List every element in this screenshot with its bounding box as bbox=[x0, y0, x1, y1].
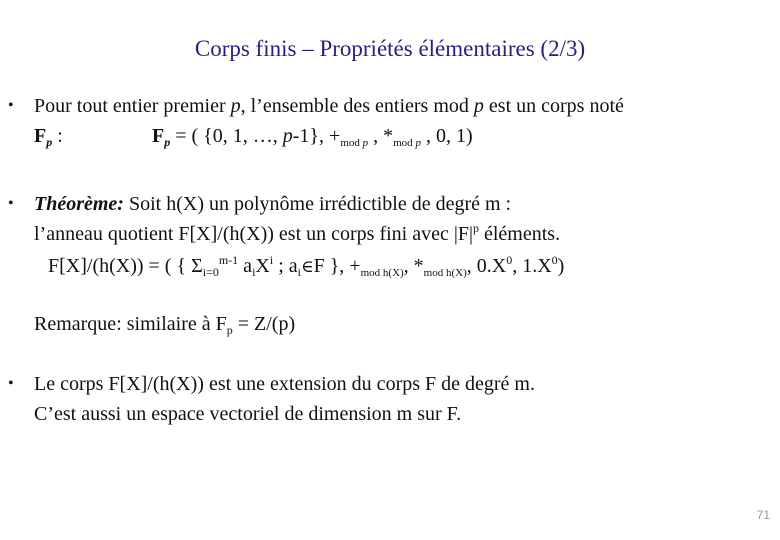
subscript: i=0 bbox=[202, 265, 219, 279]
text-run: , l’ensemble des entiers mod bbox=[240, 95, 474, 117]
theorem-heading: Théorème: bbox=[34, 193, 124, 215]
bullet-3-glyph: • bbox=[8, 375, 14, 392]
text-run: ; a bbox=[273, 255, 298, 277]
bullet-1-line-2-formula bbox=[152, 124, 473, 148]
text-run: Remarque: similaire à F bbox=[34, 313, 227, 335]
slide-title: Corps finis – Propriétés élémentaires (2/3) bbox=[194, 36, 586, 61]
bullet-3-line-1: Le corps F[X]/(h(X)) est une extension du corps F de degré m. bbox=[34, 373, 535, 395]
page-number: 71 bbox=[756, 508, 770, 522]
superscript: m-1 bbox=[218, 253, 239, 267]
field-subscript: p bbox=[46, 135, 53, 149]
field-symbol: F bbox=[152, 125, 165, 147]
text-run: est un corps noté bbox=[483, 95, 624, 117]
text-run: , * bbox=[368, 125, 394, 147]
var-p: p bbox=[282, 125, 293, 147]
bullet-2-line-2 bbox=[34, 222, 560, 246]
text-run: l’anneau quotient F[X]/(h(X)) est un corps fini avec |F| bbox=[34, 223, 473, 245]
text-run: = Z/(p) bbox=[232, 313, 296, 335]
superscript: 0 bbox=[506, 253, 513, 267]
mod-label: mod bbox=[340, 137, 363, 149]
text-run: F }, + bbox=[313, 255, 361, 277]
superscript: 0 bbox=[551, 253, 558, 267]
bullet-1-line-1 bbox=[34, 94, 624, 118]
field-subscript: p bbox=[164, 135, 171, 149]
text-run: , 0, 1) bbox=[420, 125, 473, 147]
text-run: F[X]/(h(X)) = ( { Σ bbox=[48, 255, 203, 277]
bullet-3-line-2: C’est aussi un espace vectoriel de dimension m sur F. bbox=[34, 403, 462, 425]
var-p: p bbox=[362, 137, 369, 149]
mod-label: mod h(X) bbox=[360, 267, 404, 279]
subscript: i bbox=[297, 265, 301, 279]
text-run: Soit h(X) un polynôme irrédictible de degré m : bbox=[123, 193, 512, 215]
superscript: p bbox=[473, 221, 479, 235]
text-run: ) bbox=[557, 255, 565, 277]
element-of-symbol: ∈ bbox=[300, 257, 314, 277]
mod-label: mod h(X) bbox=[423, 267, 467, 279]
subscript: p bbox=[226, 323, 233, 337]
var-p: p bbox=[415, 137, 421, 149]
field-symbol: F bbox=[34, 125, 47, 147]
text-run: , * bbox=[403, 255, 424, 277]
text-run: a bbox=[238, 255, 253, 277]
var-p: p bbox=[473, 95, 484, 117]
text-run: -1}, + bbox=[292, 125, 341, 147]
remark bbox=[34, 312, 295, 336]
text-run: X bbox=[255, 255, 270, 277]
bullet-2-line-1 bbox=[34, 192, 511, 216]
bullet-2-formula bbox=[48, 254, 564, 279]
bullet-1-glyph: • bbox=[8, 97, 14, 114]
bullet-2-glyph: • bbox=[8, 195, 14, 212]
text-run: : bbox=[52, 125, 63, 147]
text-run: éléments. bbox=[479, 223, 561, 245]
mod-label: mod bbox=[393, 137, 416, 149]
subscript: i bbox=[252, 265, 256, 279]
text-run: , 0.X bbox=[466, 255, 507, 277]
text-run: , 1.X bbox=[512, 255, 552, 277]
var-p: p bbox=[230, 95, 241, 117]
text-run: Pour tout entier premier bbox=[34, 95, 231, 117]
text-run: = ( {0, 1, …, bbox=[170, 125, 283, 147]
bullet-1-line-2-label bbox=[34, 124, 63, 148]
superscript: i bbox=[269, 253, 274, 267]
